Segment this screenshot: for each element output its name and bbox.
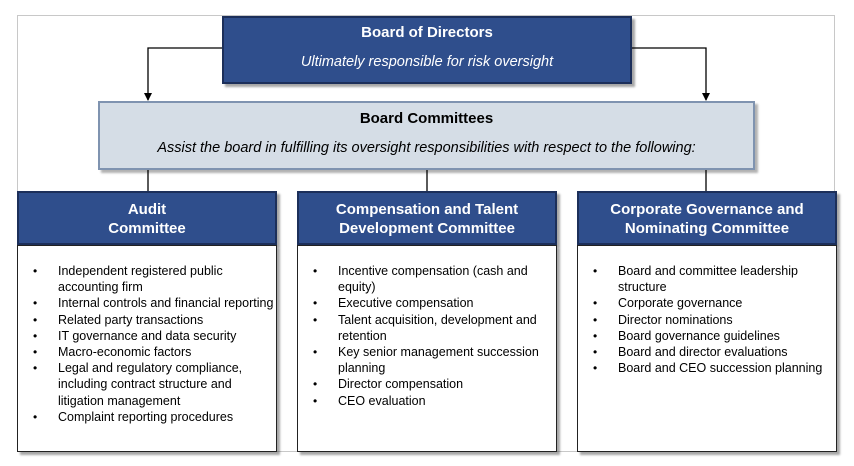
list-item: • Complaint reporting procedures — [18, 409, 276, 425]
compensation-committee-list — [298, 263, 556, 409]
list-item: • Executive compensation — [298, 295, 556, 311]
board-committees-title: Board Committees — [359, 110, 494, 127]
audit-committee-list — [18, 263, 276, 425]
list-item: • Board governance guidelines — [578, 328, 836, 344]
audit-committee-title-line1: Audit — [127, 201, 167, 218]
left-arrow-connector — [148, 48, 222, 100]
board-committees-box — [98, 101, 755, 170]
audit-committee-list-box — [17, 245, 277, 452]
list-item: • Related party transactions — [18, 312, 276, 328]
compensation-committee-list-box — [297, 245, 557, 452]
governance-committee-title-line1: Corporate Governance and — [610, 201, 804, 218]
board-title: Board of Directors — [361, 24, 493, 41]
compensation-committee-header — [297, 191, 557, 245]
board-committees-subtitle: Assist the board in fulfilling its oversight responsibilities with respect to the following: — [157, 140, 696, 156]
audit-committee-header — [17, 191, 277, 245]
list-item: • Corporate governance — [578, 295, 836, 311]
compensation-committee-title-line1: Compensation and Talent — [335, 201, 519, 218]
list-item: • Board and CEO succession planning — [578, 360, 836, 376]
list-item: • Talent acquisition, development and retention — [298, 312, 556, 344]
list-item: • Director compensation — [298, 376, 556, 392]
list-item: • Board and director evaluations — [578, 344, 836, 360]
list-item: • Independent registered public accounting firm — [18, 263, 276, 295]
board-subtitle: Ultimately responsible for risk oversight — [300, 54, 554, 70]
governance-committee-header — [577, 191, 837, 245]
audit-committee-title-line2: Committee — [108, 220, 186, 237]
board-of-directors-box — [222, 16, 632, 84]
list-item: • Incentive compensation (cash and equity) — [298, 263, 556, 295]
list-item: • CEO evaluation — [298, 393, 556, 409]
compensation-committee-title-line2: Development Committee — [339, 220, 515, 237]
list-item: • Macro-economic factors — [18, 344, 276, 360]
list-item: • IT governance and data security — [18, 328, 276, 344]
list-item: • Key senior management succession planning — [298, 344, 556, 376]
list-item: • Board and committee leadership structure — [578, 263, 836, 295]
governance-committee-list-box — [577, 245, 837, 452]
governance-committee-list — [578, 263, 836, 376]
list-item: • Internal controls and financial reporting — [18, 295, 276, 311]
right-arrow-connector — [632, 48, 706, 100]
list-item: • Director nominations — [578, 312, 836, 328]
governance-committee-title-line2: Nominating Committee — [624, 220, 790, 237]
list-item: • Legal and regulatory compliance, including contract structure and litigation management — [18, 360, 276, 409]
